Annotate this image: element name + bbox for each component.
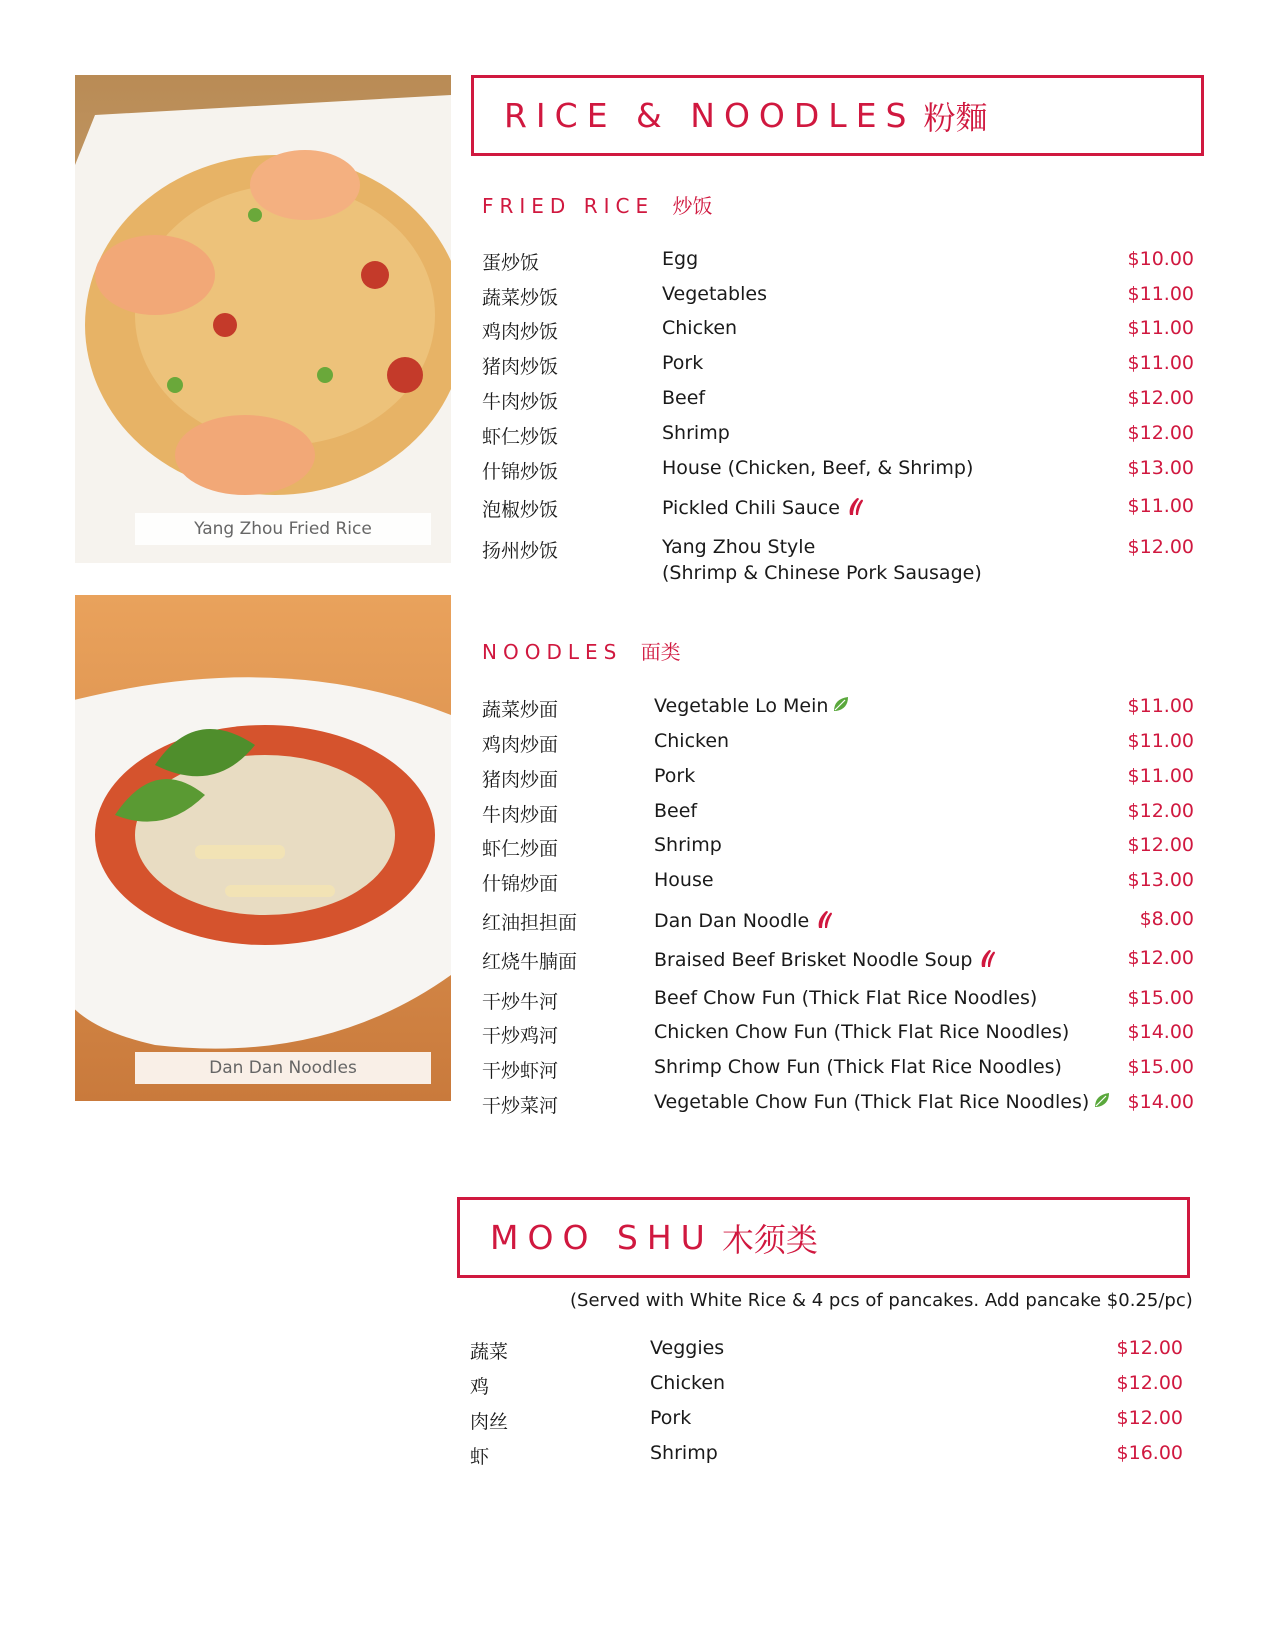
item-name-en-text: Egg bbox=[662, 248, 699, 270]
item-name-en bbox=[662, 536, 982, 584]
item-name-cn: 鸡 bbox=[470, 1376, 490, 1398]
item-name-en bbox=[662, 457, 973, 479]
dan-dan-noodles-photo bbox=[75, 595, 451, 1101]
item-name-cn: 牛肉炒饭 bbox=[482, 391, 559, 413]
item-name-en bbox=[650, 1407, 691, 1429]
item-name-en-text: Shrimp bbox=[654, 834, 722, 856]
item-name-en bbox=[654, 765, 695, 787]
item-price: $11.00 bbox=[1127, 283, 1194, 305]
item-price: $13.00 bbox=[1127, 457, 1194, 479]
item-name-cn: 什锦炒面 bbox=[482, 873, 559, 895]
item-name-cn: 红油担担面 bbox=[482, 912, 578, 934]
title-en: RICE & NOODLES bbox=[504, 96, 916, 135]
chili-icon bbox=[813, 908, 835, 935]
item-name-en bbox=[654, 834, 722, 856]
item-name-cn: 猪肉炒饭 bbox=[482, 356, 559, 378]
item-name-en bbox=[654, 947, 998, 974]
rice-noodles-title-box bbox=[471, 75, 1204, 156]
item-price: $11.00 bbox=[1127, 495, 1194, 517]
item-name-en-text: Shrimp bbox=[650, 1442, 718, 1464]
dan-dan-illustration bbox=[75, 595, 451, 1101]
fried-rice-heading bbox=[482, 190, 712, 219]
item-price: $16.00 bbox=[1116, 1442, 1183, 1464]
item-name-en-text: Braised Beef Brisket Noodle Soup bbox=[654, 949, 973, 971]
item-name-en bbox=[662, 422, 730, 444]
item-name-en-text: House bbox=[654, 869, 714, 891]
item-price: $12.00 bbox=[1127, 387, 1194, 409]
item-price: $12.00 bbox=[1127, 834, 1194, 856]
item-price: $15.00 bbox=[1127, 987, 1194, 1009]
noodles-heading bbox=[482, 636, 681, 665]
item-name-cn: 扬州炒饭 bbox=[482, 540, 559, 562]
item-name-cn: 虾仁炒面 bbox=[482, 838, 559, 860]
item-name-en bbox=[662, 248, 698, 270]
item-price: $11.00 bbox=[1127, 730, 1194, 752]
item-name-en-text: Vegetable Lo Mein bbox=[654, 695, 829, 717]
item-name-en-text: Beef bbox=[662, 387, 706, 409]
item-name-en bbox=[654, 1021, 1069, 1043]
item-name-cn: 干炒菜河 bbox=[482, 1095, 559, 1117]
item-price: $8.00 bbox=[1139, 908, 1194, 930]
item-name-en bbox=[654, 869, 714, 891]
item-price: $13.00 bbox=[1127, 869, 1194, 891]
item-price: $14.00 bbox=[1127, 1091, 1194, 1113]
item-name-cn: 蔬菜炒面 bbox=[482, 699, 559, 721]
item-name-en bbox=[654, 730, 729, 752]
item-name-en bbox=[662, 317, 737, 339]
item-name-en bbox=[654, 987, 1037, 1009]
chili-icon bbox=[976, 947, 998, 974]
item-name-en-text: Shrimp Chow Fun (Thick Flat Rice Noodles) bbox=[654, 1056, 1062, 1078]
item-name-en bbox=[654, 1056, 1062, 1078]
title-cn: 粉麵 bbox=[923, 98, 988, 137]
item-name-cn: 蔬菜 bbox=[470, 1341, 509, 1363]
item-name-en bbox=[662, 352, 703, 374]
item-price: $12.00 bbox=[1116, 1337, 1183, 1359]
item-price: $14.00 bbox=[1127, 1021, 1194, 1043]
item-price: $12.00 bbox=[1127, 536, 1194, 558]
item-price: $12.00 bbox=[1127, 947, 1194, 969]
item-name-cn: 泡椒炒饭 bbox=[482, 499, 559, 521]
item-name-cn: 虾仁炒饭 bbox=[482, 426, 559, 448]
item-name-en-text: Pork bbox=[654, 765, 696, 787]
title-cn: 木须类 bbox=[721, 1220, 818, 1259]
item-price: $10.00 bbox=[1127, 248, 1194, 270]
item-name-en-text: House (Chicken, Beef, & Shrimp) bbox=[662, 457, 974, 479]
item-name-en bbox=[662, 495, 866, 522]
item-name-cn: 什锦炒饭 bbox=[482, 461, 559, 483]
item-name-en-text: Beef bbox=[654, 800, 698, 822]
item-name-en-text: Pork bbox=[650, 1407, 692, 1429]
item-name-cn: 蛋炒饭 bbox=[482, 252, 540, 274]
chili-icon bbox=[844, 495, 866, 522]
item-name-en bbox=[650, 1372, 725, 1394]
item-name-en bbox=[654, 800, 697, 822]
leaf-icon bbox=[832, 695, 852, 718]
item-price: $11.00 bbox=[1127, 352, 1194, 374]
item-name-cn: 虾 bbox=[470, 1446, 490, 1468]
moo-shu-title-box bbox=[457, 1197, 1190, 1278]
item-name-cn: 蔬菜炒饭 bbox=[482, 287, 559, 309]
item-price: $15.00 bbox=[1127, 1056, 1194, 1078]
item-name-en-text: Vegetable Chow Fun (Thick Flat Rice Noodles) bbox=[654, 1091, 1090, 1113]
item-name-cn: 鸡肉炒饭 bbox=[482, 321, 559, 343]
item-name-en bbox=[650, 1337, 724, 1359]
item-name-en-text: Chicken bbox=[662, 317, 738, 339]
item-name-cn: 鸡肉炒面 bbox=[482, 734, 559, 756]
item-name-cn: 干炒鸡河 bbox=[482, 1025, 559, 1047]
item-name-cn: 猪肉炒面 bbox=[482, 769, 559, 791]
item-name-en-text: Chicken bbox=[650, 1372, 726, 1394]
item-name-cn: 肉丝 bbox=[470, 1411, 509, 1433]
item-price: $11.00 bbox=[1127, 765, 1194, 787]
item-name-en-text: Vegetables bbox=[662, 283, 767, 305]
item-name-cn: 干炒牛河 bbox=[482, 991, 559, 1013]
photo-caption: Dan Dan Noodles bbox=[135, 1052, 431, 1084]
item-name-en-text: Pickled Chili Sauce bbox=[662, 497, 840, 519]
item-name-en bbox=[654, 1091, 1113, 1114]
moo-shu-title bbox=[490, 1200, 818, 1275]
item-name-en-text: Chicken Chow Fun (Thick Flat Rice Noodles) bbox=[654, 1021, 1070, 1043]
item-name-cn: 牛肉炒面 bbox=[482, 804, 559, 826]
rice-noodles-title bbox=[504, 78, 988, 153]
item-name-en bbox=[654, 908, 835, 935]
photo-caption: Yang Zhou Fried Rice bbox=[135, 513, 431, 545]
heading-cn: 炒饭 bbox=[672, 194, 713, 218]
item-name-cn: 干炒虾河 bbox=[482, 1060, 559, 1082]
item-name-en bbox=[650, 1442, 718, 1464]
heading-en: FRIED RICE bbox=[482, 194, 655, 218]
item-name-en-text: Shrimp bbox=[662, 422, 730, 444]
item-name-en-text: Yang Zhou Style bbox=[662, 536, 816, 558]
fried-rice-photo bbox=[75, 75, 451, 563]
item-name-cn: 红烧牛腩面 bbox=[482, 951, 578, 973]
item-name-en bbox=[654, 695, 852, 718]
item-name-en-text: Pork bbox=[662, 352, 704, 374]
item-name-en-text: Chicken bbox=[654, 730, 730, 752]
item-name-en-text: Beef Chow Fun (Thick Flat Rice Noodles) bbox=[654, 987, 1038, 1009]
item-name-en-detail: (Shrimp & Chinese Pork Sausage) bbox=[662, 562, 982, 584]
item-name-en bbox=[662, 283, 767, 305]
item-price: $12.00 bbox=[1127, 800, 1194, 822]
moo-shu-note: (Served with White Rice & 4 pcs of pancakes. Add pancake $0.25/pc) bbox=[570, 1290, 1193, 1311]
item-price: $11.00 bbox=[1127, 695, 1194, 717]
item-price: $12.00 bbox=[1116, 1407, 1183, 1429]
heading-en: NOODLES bbox=[482, 640, 623, 664]
item-price: $12.00 bbox=[1116, 1372, 1183, 1394]
item-name-en bbox=[662, 387, 705, 409]
title-en: MOO SHU bbox=[490, 1218, 714, 1257]
item-name-en-text: Dan Dan Noodle bbox=[654, 910, 810, 932]
fried-rice-illustration bbox=[75, 75, 451, 563]
item-name-en-text: Veggies bbox=[650, 1337, 725, 1359]
heading-cn: 面类 bbox=[640, 640, 681, 664]
item-price: $11.00 bbox=[1127, 317, 1194, 339]
item-price: $12.00 bbox=[1127, 422, 1194, 444]
